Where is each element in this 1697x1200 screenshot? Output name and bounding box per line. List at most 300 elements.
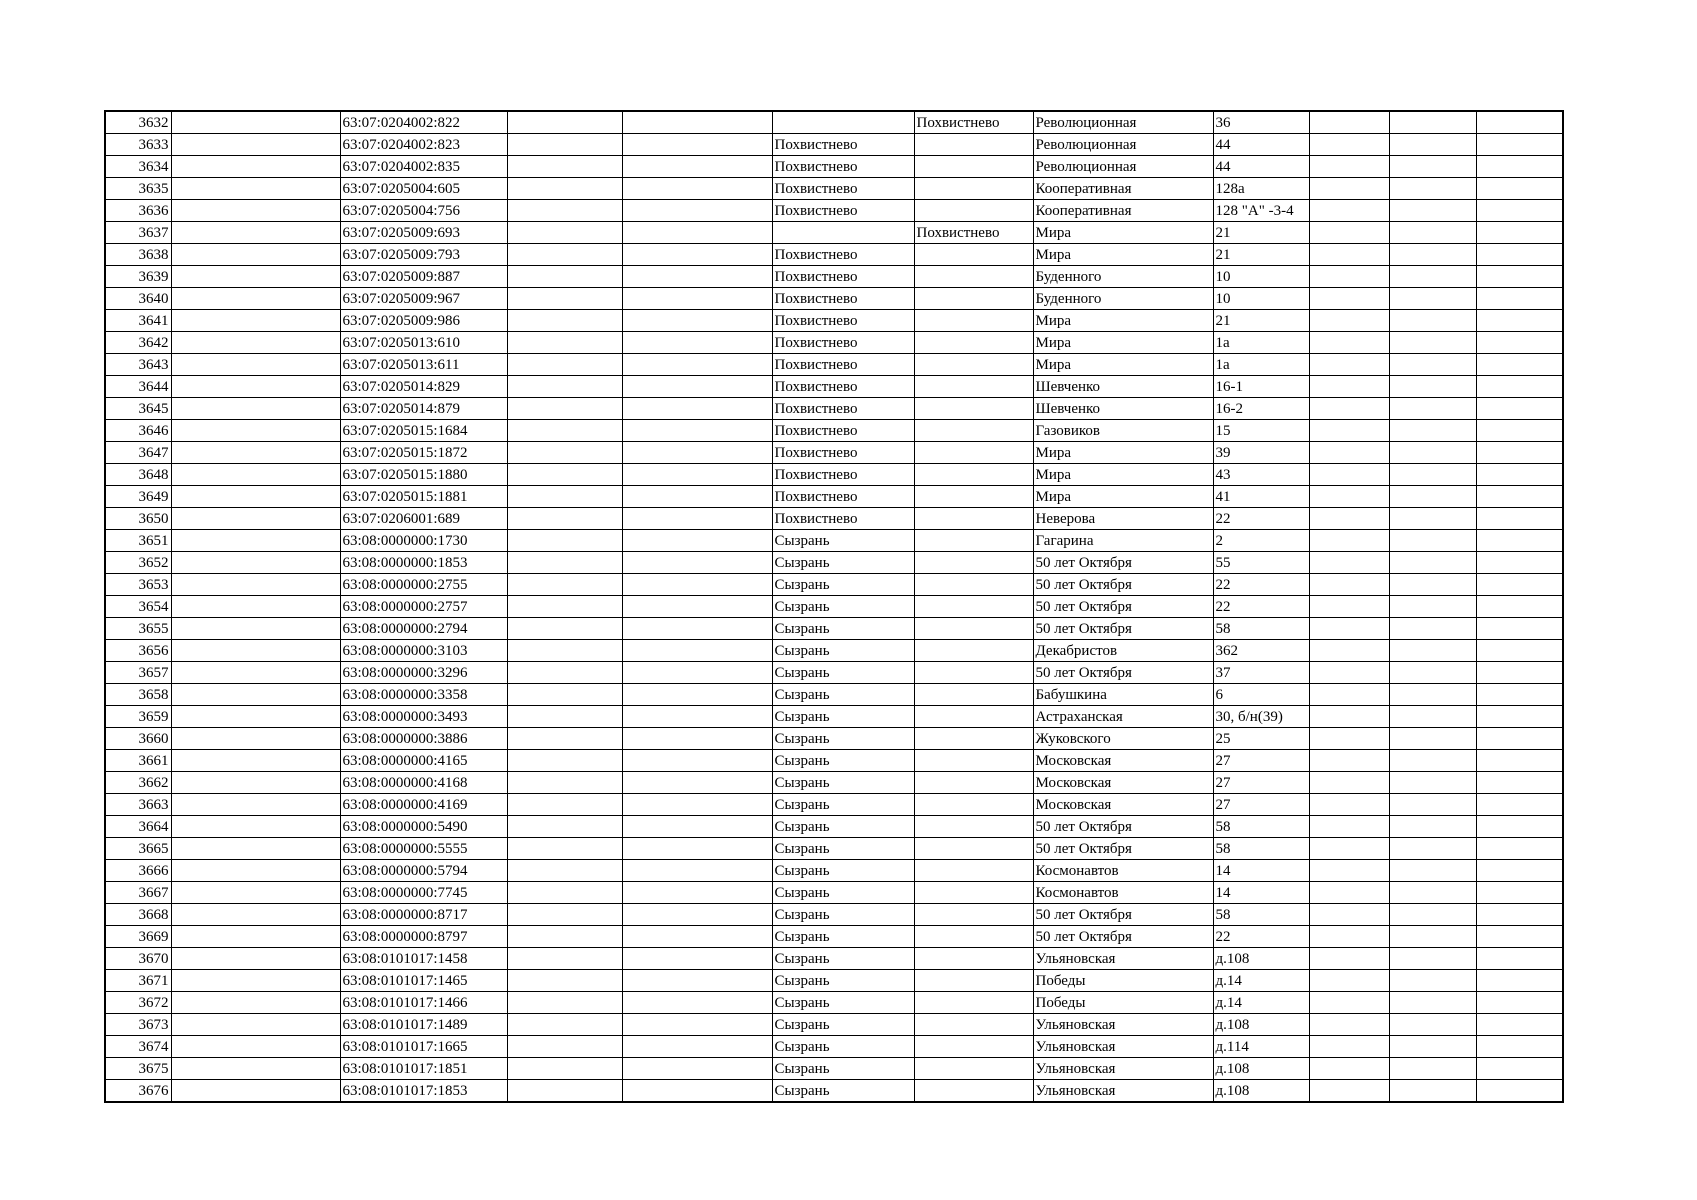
cell-row-number: 3660 — [105, 728, 171, 750]
cell-city: Сызрань — [772, 750, 914, 772]
cell-row-number: 3636 — [105, 200, 171, 222]
cell-city: Похвистнево — [772, 354, 914, 376]
cell-cadastral-number: 63:08:0101017:1465 — [340, 970, 507, 992]
cell-locality — [914, 442, 1033, 464]
cell-blank-col-e — [622, 1036, 772, 1058]
cell-cadastral-number: 63:07:0205013:610 — [340, 332, 507, 354]
cell-street: 50 лет Октября — [1033, 662, 1213, 684]
cell-row-number: 3646 — [105, 420, 171, 442]
cell-house: 58 — [1213, 816, 1309, 838]
cell-blank-col-k — [1389, 706, 1476, 728]
cell-blank-col-b — [171, 310, 340, 332]
cell-locality — [914, 706, 1033, 728]
cell-blank-col-e — [622, 310, 772, 332]
cell-blank-col-d — [507, 111, 622, 134]
cell-blank-col-k — [1389, 750, 1476, 772]
cell-blank-col-l — [1476, 750, 1563, 772]
table-row — [105, 200, 1563, 222]
cell-blank-col-j — [1309, 530, 1389, 552]
cell-locality — [914, 1058, 1033, 1080]
cell-cadastral-number: 63:07:0205015:1872 — [340, 442, 507, 464]
cell-blank-col-b — [171, 574, 340, 596]
cell-house: д.114 — [1213, 1036, 1309, 1058]
table-row — [105, 838, 1563, 860]
cell-blank-col-k — [1389, 508, 1476, 530]
cell-house: д.108 — [1213, 1058, 1309, 1080]
cell-blank-col-d — [507, 266, 622, 288]
cell-locality — [914, 530, 1033, 552]
cell-cadastral-number: 63:08:0000000:4165 — [340, 750, 507, 772]
table-row — [105, 794, 1563, 816]
cell-blank-col-e — [622, 992, 772, 1014]
cell-blank-col-k — [1389, 442, 1476, 464]
cell-blank-col-e — [622, 750, 772, 772]
cell-blank-col-d — [507, 640, 622, 662]
cell-blank-col-k — [1389, 486, 1476, 508]
cell-house: 1а — [1213, 354, 1309, 376]
cell-blank-col-l — [1476, 970, 1563, 992]
cell-blank-col-l — [1476, 1036, 1563, 1058]
cell-blank-col-d — [507, 574, 622, 596]
cell-street: Шевченко — [1033, 398, 1213, 420]
cell-blank-col-b — [171, 134, 340, 156]
cell-street: 50 лет Октября — [1033, 838, 1213, 860]
cell-locality — [914, 1080, 1033, 1103]
cell-blank-col-k — [1389, 376, 1476, 398]
cell-blank-col-l — [1476, 354, 1563, 376]
cell-blank-col-e — [622, 398, 772, 420]
cell-blank-col-e — [622, 882, 772, 904]
cell-blank-col-d — [507, 728, 622, 750]
cell-street: 50 лет Октября — [1033, 926, 1213, 948]
cell-cadastral-number: 63:07:0205009:693 — [340, 222, 507, 244]
cell-house: 43 — [1213, 464, 1309, 486]
cell-cadastral-number: 63:08:0000000:5555 — [340, 838, 507, 860]
cell-blank-col-e — [622, 1058, 772, 1080]
cell-blank-col-b — [171, 376, 340, 398]
cell-blank-col-l — [1476, 596, 1563, 618]
cell-row-number: 3653 — [105, 574, 171, 596]
cell-blank-col-k — [1389, 772, 1476, 794]
cell-blank-col-b — [171, 904, 340, 926]
cell-house: 44 — [1213, 156, 1309, 178]
cell-house: 14 — [1213, 860, 1309, 882]
table-row — [105, 266, 1563, 288]
cell-blank-col-l — [1476, 1014, 1563, 1036]
cell-blank-col-l — [1476, 200, 1563, 222]
cell-blank-col-l — [1476, 244, 1563, 266]
cell-blank-col-b — [171, 684, 340, 706]
cell-blank-col-j — [1309, 838, 1389, 860]
cell-city: Сызрань — [772, 1080, 914, 1103]
cell-blank-col-b — [171, 288, 340, 310]
cell-street: Московская — [1033, 794, 1213, 816]
table-row — [105, 706, 1563, 728]
table-row — [105, 244, 1563, 266]
cell-locality — [914, 354, 1033, 376]
cell-street: Гагарина — [1033, 530, 1213, 552]
cell-city: Похвистнево — [772, 156, 914, 178]
cell-cadastral-number: 63:08:0000000:8717 — [340, 904, 507, 926]
cell-row-number: 3648 — [105, 464, 171, 486]
cell-blank-col-e — [622, 970, 772, 992]
table-row — [105, 464, 1563, 486]
cell-locality — [914, 420, 1033, 442]
cell-blank-col-e — [622, 816, 772, 838]
cell-locality — [914, 266, 1033, 288]
table-row — [105, 662, 1563, 684]
cell-house: 41 — [1213, 486, 1309, 508]
cell-row-number: 3663 — [105, 794, 171, 816]
cell-house: 25 — [1213, 728, 1309, 750]
cell-blank-col-k — [1389, 354, 1476, 376]
cell-row-number: 3639 — [105, 266, 171, 288]
cell-locality — [914, 838, 1033, 860]
cell-blank-col-l — [1476, 398, 1563, 420]
cell-blank-col-e — [622, 838, 772, 860]
cell-blank-col-l — [1476, 860, 1563, 882]
cell-locality — [914, 1036, 1033, 1058]
cell-blank-col-e — [622, 596, 772, 618]
cell-locality — [914, 1014, 1033, 1036]
cell-row-number: 3652 — [105, 552, 171, 574]
cell-blank-col-j — [1309, 111, 1389, 134]
cell-street: Мира — [1033, 310, 1213, 332]
cell-blank-col-d — [507, 1080, 622, 1103]
cell-row-number: 3635 — [105, 178, 171, 200]
cell-blank-col-d — [507, 420, 622, 442]
cell-city: Сызрань — [772, 816, 914, 838]
cell-blank-col-b — [171, 552, 340, 574]
cell-blank-col-d — [507, 376, 622, 398]
cell-blank-col-k — [1389, 1080, 1476, 1103]
cell-street: Космонавтов — [1033, 860, 1213, 882]
cell-blank-col-j — [1309, 926, 1389, 948]
cell-row-number: 3638 — [105, 244, 171, 266]
cell-blank-col-b — [171, 442, 340, 464]
cell-locality: Похвистнево — [914, 111, 1033, 134]
cell-city: Сызрань — [772, 552, 914, 574]
cell-city: Сызрань — [772, 948, 914, 970]
cell-house: 21 — [1213, 310, 1309, 332]
cell-blank-col-d — [507, 486, 622, 508]
cell-street: Московская — [1033, 750, 1213, 772]
cell-blank-col-b — [171, 464, 340, 486]
cell-house: 362 — [1213, 640, 1309, 662]
cell-row-number: 3641 — [105, 310, 171, 332]
cell-blank-col-k — [1389, 948, 1476, 970]
cell-blank-col-k — [1389, 310, 1476, 332]
cell-blank-col-e — [622, 354, 772, 376]
table-row — [105, 222, 1563, 244]
cell-street: Кооперативная — [1033, 178, 1213, 200]
cell-blank-col-j — [1309, 420, 1389, 442]
cell-city: Сызрань — [772, 882, 914, 904]
cell-blank-col-k — [1389, 111, 1476, 134]
cell-blank-col-j — [1309, 948, 1389, 970]
cell-cadastral-number: 63:08:0000000:3358 — [340, 684, 507, 706]
table-row — [105, 684, 1563, 706]
cell-cadastral-number: 63:07:0205015:1880 — [340, 464, 507, 486]
cell-locality — [914, 552, 1033, 574]
cell-cadastral-number: 63:07:0205015:1684 — [340, 420, 507, 442]
cell-city: Сызрань — [772, 860, 914, 882]
cell-blank-col-e — [622, 948, 772, 970]
cell-house: 14 — [1213, 882, 1309, 904]
cell-blank-col-j — [1309, 354, 1389, 376]
cell-blank-col-l — [1476, 310, 1563, 332]
cell-cadastral-number: 63:08:0000000:4169 — [340, 794, 507, 816]
cell-cadastral-number: 63:07:0205014:829 — [340, 376, 507, 398]
cell-cadastral-number: 63:08:0000000:1730 — [340, 530, 507, 552]
cell-cadastral-number: 63:08:0000000:5490 — [340, 816, 507, 838]
cell-street: 50 лет Октября — [1033, 596, 1213, 618]
cell-blank-col-d — [507, 706, 622, 728]
cell-city: Сызрань — [772, 530, 914, 552]
cell-blank-col-l — [1476, 420, 1563, 442]
cell-cadastral-number: 63:08:0000000:4168 — [340, 772, 507, 794]
table-row — [105, 970, 1563, 992]
cell-blank-col-d — [507, 772, 622, 794]
cell-blank-col-d — [507, 838, 622, 860]
cell-house: 55 — [1213, 552, 1309, 574]
cell-city: Сызрань — [772, 794, 914, 816]
cell-house: 58 — [1213, 904, 1309, 926]
cell-row-number: 3637 — [105, 222, 171, 244]
cell-locality — [914, 508, 1033, 530]
cell-blank-col-d — [507, 970, 622, 992]
cell-locality — [914, 794, 1033, 816]
cell-city: Сызрань — [772, 728, 914, 750]
cell-city: Похвистнево — [772, 288, 914, 310]
cell-cadastral-number: 63:07:0204002:822 — [340, 111, 507, 134]
cell-blank-col-j — [1309, 794, 1389, 816]
cell-blank-col-l — [1476, 1058, 1563, 1080]
cell-blank-col-b — [171, 398, 340, 420]
cell-blank-col-j — [1309, 1058, 1389, 1080]
cell-row-number: 3656 — [105, 640, 171, 662]
cell-blank-col-j — [1309, 882, 1389, 904]
cell-row-number: 3650 — [105, 508, 171, 530]
cell-blank-col-j — [1309, 970, 1389, 992]
cell-cadastral-number: 63:07:0205009:887 — [340, 266, 507, 288]
cell-house: 10 — [1213, 266, 1309, 288]
cell-street: Жуковского — [1033, 728, 1213, 750]
cell-blank-col-k — [1389, 882, 1476, 904]
cell-blank-col-d — [507, 618, 622, 640]
cell-blank-col-d — [507, 310, 622, 332]
cell-blank-col-b — [171, 178, 340, 200]
cell-blank-col-b — [171, 508, 340, 530]
cell-blank-col-l — [1476, 904, 1563, 926]
cell-blank-col-l — [1476, 552, 1563, 574]
cell-blank-col-d — [507, 222, 622, 244]
cell-blank-col-j — [1309, 816, 1389, 838]
cell-blank-col-k — [1389, 420, 1476, 442]
cell-cadastral-number: 63:08:0000000:3886 — [340, 728, 507, 750]
cell-street: Ульяновская — [1033, 948, 1213, 970]
cell-blank-col-j — [1309, 1014, 1389, 1036]
cell-row-number: 3662 — [105, 772, 171, 794]
cell-house: д.14 — [1213, 992, 1309, 1014]
cell-street: Победы — [1033, 970, 1213, 992]
cell-blank-col-b — [171, 1058, 340, 1080]
cell-blank-col-d — [507, 794, 622, 816]
cell-blank-col-d — [507, 882, 622, 904]
cell-house: 27 — [1213, 750, 1309, 772]
cell-cadastral-number: 63:08:0000000:1853 — [340, 552, 507, 574]
cell-city: Похвистнево — [772, 442, 914, 464]
cell-cadastral-number: 63:08:0000000:7745 — [340, 882, 507, 904]
table-row — [105, 398, 1563, 420]
cell-blank-col-l — [1476, 156, 1563, 178]
cell-blank-col-d — [507, 200, 622, 222]
cell-blank-col-b — [171, 618, 340, 640]
cell-blank-col-j — [1309, 288, 1389, 310]
cell-blank-col-j — [1309, 552, 1389, 574]
cell-locality — [914, 310, 1033, 332]
cell-cadastral-number: 63:08:0101017:1853 — [340, 1080, 507, 1103]
cell-blank-col-j — [1309, 178, 1389, 200]
cell-row-number: 3659 — [105, 706, 171, 728]
cell-row-number: 3672 — [105, 992, 171, 1014]
cell-city: Похвистнево — [772, 178, 914, 200]
cell-cadastral-number: 63:07:0205004:756 — [340, 200, 507, 222]
cell-locality — [914, 156, 1033, 178]
cell-blank-col-b — [171, 772, 340, 794]
cell-blank-col-k — [1389, 970, 1476, 992]
cell-street: Революционная — [1033, 156, 1213, 178]
cell-blank-col-j — [1309, 772, 1389, 794]
table-row — [105, 442, 1563, 464]
registry-table — [104, 110, 1564, 1103]
cell-blank-col-l — [1476, 266, 1563, 288]
cell-blank-col-j — [1309, 1036, 1389, 1058]
cell-blank-col-j — [1309, 728, 1389, 750]
cell-blank-col-b — [171, 266, 340, 288]
cell-blank-col-e — [622, 728, 772, 750]
table-row — [105, 1014, 1563, 1036]
cell-blank-col-e — [622, 1014, 772, 1036]
cell-row-number: 3640 — [105, 288, 171, 310]
cell-blank-col-k — [1389, 200, 1476, 222]
cell-locality — [914, 970, 1033, 992]
cell-locality — [914, 992, 1033, 1014]
cell-blank-col-b — [171, 794, 340, 816]
cell-street: Кооперативная — [1033, 200, 1213, 222]
cell-blank-col-d — [507, 750, 622, 772]
cell-row-number: 3671 — [105, 970, 171, 992]
cell-city: Похвистнево — [772, 200, 914, 222]
cell-blank-col-k — [1389, 530, 1476, 552]
cell-blank-col-d — [507, 156, 622, 178]
cell-blank-col-k — [1389, 904, 1476, 926]
table-row — [105, 750, 1563, 772]
cell-locality — [914, 574, 1033, 596]
cell-street: Буденного — [1033, 266, 1213, 288]
cell-street: Неверова — [1033, 508, 1213, 530]
cell-blank-col-d — [507, 992, 622, 1014]
cell-cadastral-number: 63:07:0204002:835 — [340, 156, 507, 178]
table-row — [105, 1058, 1563, 1080]
cell-blank-col-j — [1309, 684, 1389, 706]
cell-blank-col-d — [507, 904, 622, 926]
cell-row-number: 3675 — [105, 1058, 171, 1080]
cell-row-number: 3669 — [105, 926, 171, 948]
cell-house: 58 — [1213, 838, 1309, 860]
cell-blank-col-k — [1389, 728, 1476, 750]
table-row — [105, 310, 1563, 332]
cell-blank-col-j — [1309, 222, 1389, 244]
cell-blank-col-j — [1309, 376, 1389, 398]
table-row — [105, 904, 1563, 926]
table-row — [105, 728, 1563, 750]
cell-city: Похвистнево — [772, 376, 914, 398]
cell-row-number: 3632 — [105, 111, 171, 134]
cell-blank-col-b — [171, 111, 340, 134]
cell-street: Революционная — [1033, 111, 1213, 134]
cell-city — [772, 111, 914, 134]
cell-city: Похвистнево — [772, 266, 914, 288]
cell-city: Сызрань — [772, 662, 914, 684]
cell-locality — [914, 288, 1033, 310]
cell-row-number: 3633 — [105, 134, 171, 156]
cell-house: 16-2 — [1213, 398, 1309, 420]
cell-cadastral-number: 63:07:0205004:605 — [340, 178, 507, 200]
cell-blank-col-k — [1389, 398, 1476, 420]
cell-street: 50 лет Октября — [1033, 816, 1213, 838]
table-body — [105, 111, 1563, 1102]
cell-blank-col-l — [1476, 530, 1563, 552]
cell-blank-col-e — [622, 552, 772, 574]
cell-row-number: 3664 — [105, 816, 171, 838]
cell-blank-col-k — [1389, 552, 1476, 574]
cell-house: 1а — [1213, 332, 1309, 354]
cell-blank-col-e — [622, 222, 772, 244]
table-row — [105, 860, 1563, 882]
cell-street: Мира — [1033, 442, 1213, 464]
cell-blank-col-b — [171, 750, 340, 772]
table-row — [105, 376, 1563, 398]
cell-street: Революционная — [1033, 134, 1213, 156]
cell-blank-col-b — [171, 728, 340, 750]
cell-blank-col-k — [1389, 1058, 1476, 1080]
cell-blank-col-l — [1476, 134, 1563, 156]
cell-blank-col-e — [622, 420, 772, 442]
cell-blank-col-b — [171, 816, 340, 838]
cell-blank-col-k — [1389, 860, 1476, 882]
cell-locality — [914, 882, 1033, 904]
cell-blank-col-e — [622, 1080, 772, 1103]
cell-house: 30, б/н(39) — [1213, 706, 1309, 728]
cell-blank-col-e — [622, 266, 772, 288]
cell-city: Похвистнево — [772, 134, 914, 156]
cell-city: Сызрань — [772, 970, 914, 992]
cell-blank-col-j — [1309, 640, 1389, 662]
cell-street: Декабристов — [1033, 640, 1213, 662]
cell-blank-col-e — [622, 926, 772, 948]
cell-blank-col-j — [1309, 156, 1389, 178]
cell-blank-col-e — [622, 530, 772, 552]
cell-blank-col-e — [622, 706, 772, 728]
cell-blank-col-l — [1476, 926, 1563, 948]
cell-blank-col-b — [171, 992, 340, 1014]
cell-blank-col-k — [1389, 222, 1476, 244]
cell-city: Сызрань — [772, 574, 914, 596]
cell-blank-col-d — [507, 398, 622, 420]
cell-blank-col-l — [1476, 464, 1563, 486]
cell-city: Сызрань — [772, 904, 914, 926]
